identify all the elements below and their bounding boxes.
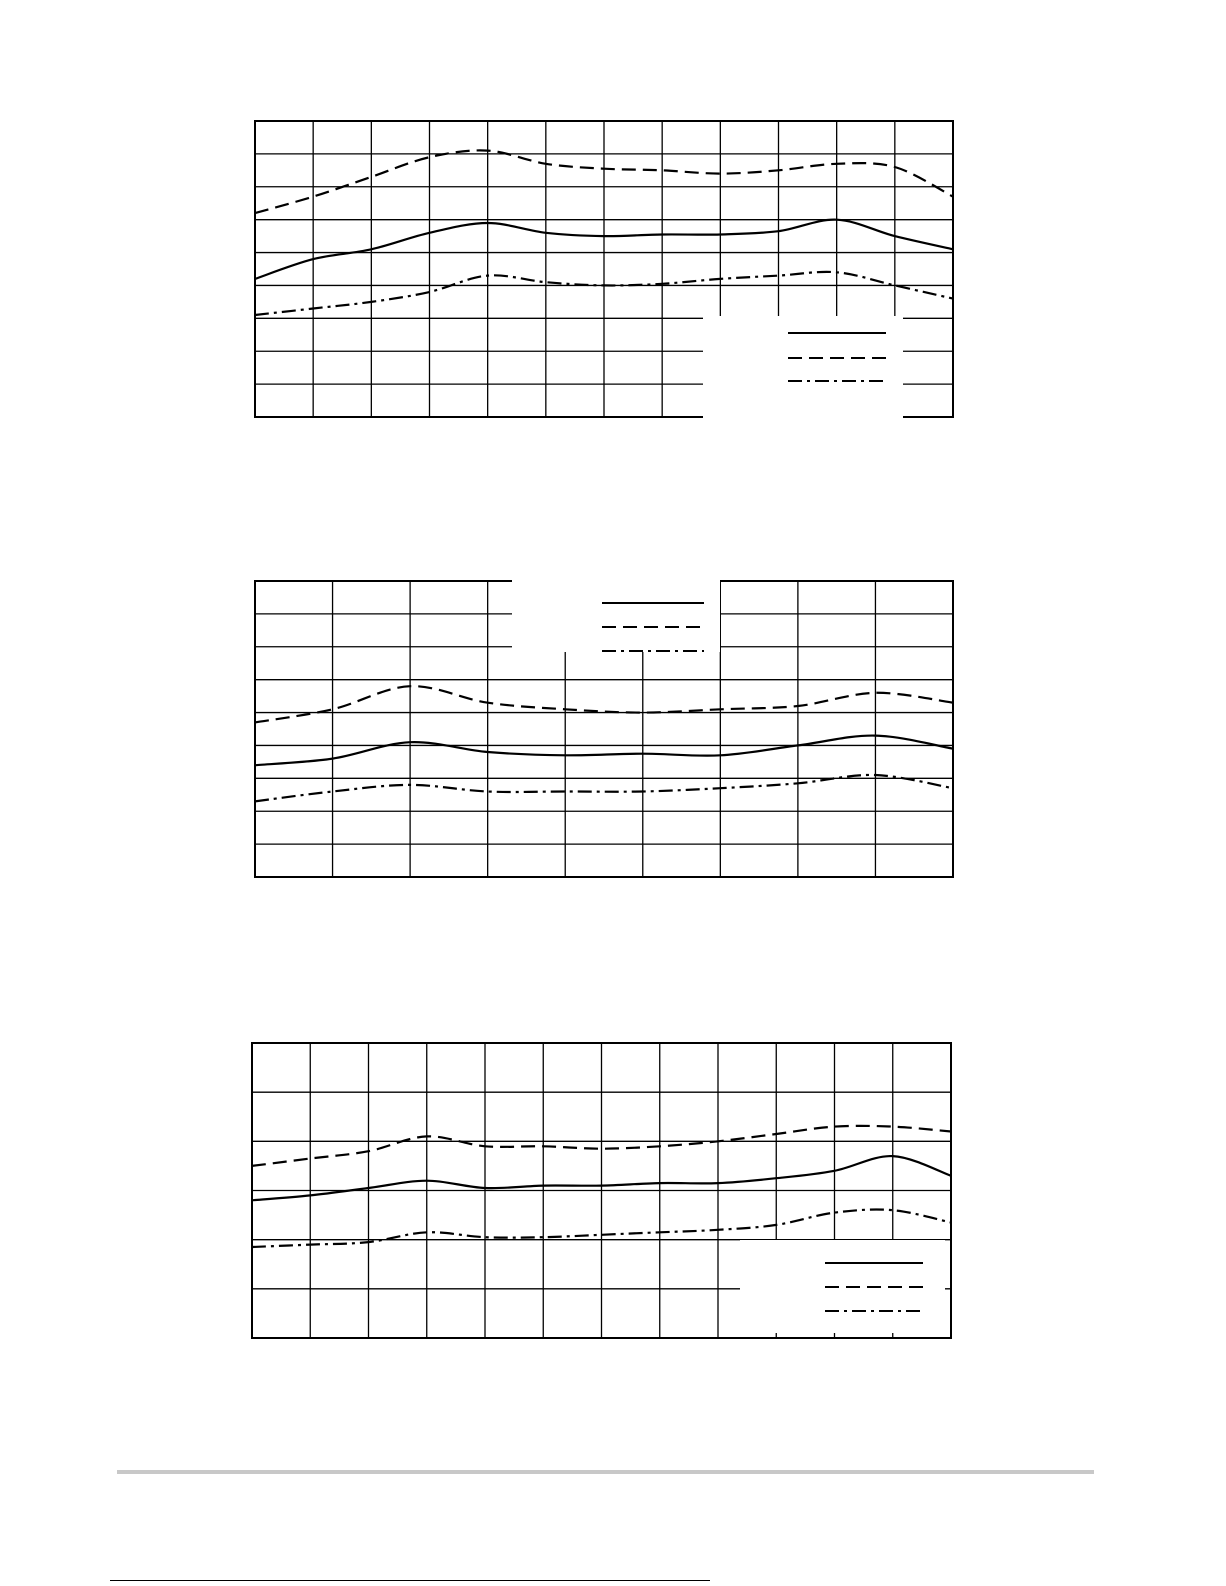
chart-2-series-solid-line <box>255 736 953 766</box>
chart-2-series-dashed-line <box>255 686 953 722</box>
chart-2-legend-box <box>512 578 720 652</box>
footer-rule <box>117 1470 1094 1474</box>
chart-1-legend-box <box>703 316 903 420</box>
bottom-edge-rule <box>110 1580 710 1581</box>
